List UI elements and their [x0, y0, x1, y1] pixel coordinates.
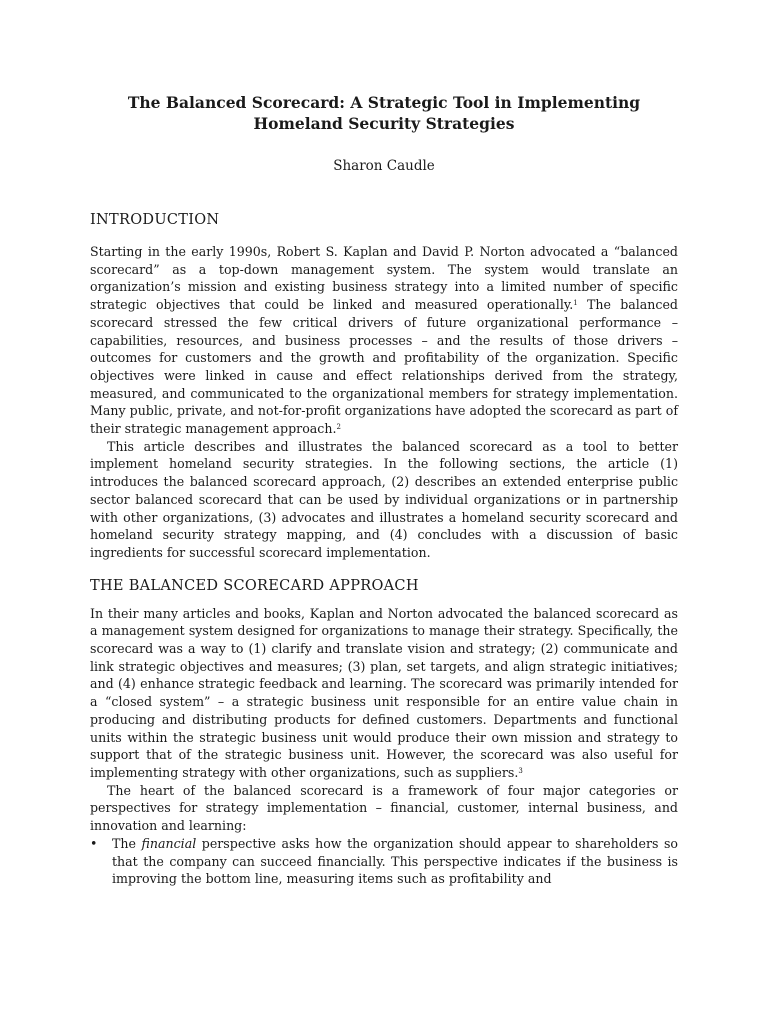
- paper-title-line-1: The Balanced Scorecard: A Strategic Tool in Implementing: [127, 93, 641, 112]
- footnote-ref-2: 2: [336, 423, 341, 432]
- bullet-marker: •: [90, 835, 98, 851]
- paper-title-line-2: Homeland Security Strategies: [253, 114, 515, 133]
- intro-paragraph-1-part-a: Starting in the early 1990s, Robert S. Kaplan and David P. Norton advocated a “balanced scorecard” as a top-down management system. The system would translate an organization’s mission and existing business strategy into a limited number of specific strategic objectives that could be linked and measured operationally.: [90, 244, 678, 313]
- footnote-ref-1: 1: [573, 299, 578, 308]
- author-name: Sharon Caudle: [333, 158, 435, 174]
- intro-paragraph-1: [90, 243, 678, 438]
- section-heading-approach: THE BALANCED SCORECARD APPROACH: [90, 577, 419, 594]
- list-item-post: perspective asks how the organization should appear to shareholders so that the company can succeed financially. This perspective indicates if the business is improving the bottom line, measuring items such as profitability and: [112, 835, 678, 887]
- section-heading-introduction: INTRODUCTION: [90, 212, 220, 228]
- list-item-financial: [90, 835, 678, 888]
- intro-paragraph-2: This article describes and illustrates the balanced scorecard as a tool to better implement homeland security strategies. In the following sections, the article (1) introduces the balanced scorecard approach, (2) describes an extended enterprise public sector balanced scorecard that can be used by individual organizations or in partnership with other organizations, (3) advocates and illustrates a homeland security scorecard and homeland security strategy mapping, and (4) concludes with a discussion of basic ingredients for successful scorecard implementation.: [90, 438, 678, 560]
- list-item-pre: The: [112, 835, 142, 851]
- approach-paragraph-2: The heart of the balanced scorecard is a framework of four major categories or perspectives for strategy implementation – financial, customer, internal business, and innovation and learning:: [90, 782, 678, 834]
- footnote-ref-3: 3: [518, 766, 523, 775]
- perspective-list: [90, 835, 678, 888]
- intro-paragraph-1-part-b: The balanced scorecard stressed the few critical drivers of future organizational performance – capabilities, resources, and business processes – and the results of those drivers – outcomes for customers and the growth and profitability of the organization. Specific objectives were linked in cause and effect relationships derived from the strategy, measured, and communicated to the organizational members for strategy implementation. Many public, private, and not-for-profit organizations have adopted the scorecard as part of their strategic management approach.: [90, 297, 678, 437]
- document-page: [90, 92, 678, 888]
- approach-paragraph-1: [90, 605, 678, 782]
- approach-paragraph-1-text: In their many articles and books, Kaplan and Norton advocated the balanced scorecard as a management system designed for organizations to manage their strategy. Specifically, the scorecard was a way to (1) clarify and translate vision and strategy; (2) communicate and link strategic objectives and measures; (3) plan, set targets, and align strategic initiatives; and (4) enhance strategic feedback and learning. The scorecard was primarily intended for a “closed system” – a strategic business unit responsible for an entire value chain in producing and distributing products for defined customers. Departments and functional units within the strategic business unit would produce their own mission and strategy to support that of the strategic business unit. However, the scorecard was also useful for implementing strategy with other organizations, such as suppliers.: [90, 605, 678, 780]
- list-item-emphasis: financial: [141, 835, 197, 851]
- paper-title: [90, 92, 678, 134]
